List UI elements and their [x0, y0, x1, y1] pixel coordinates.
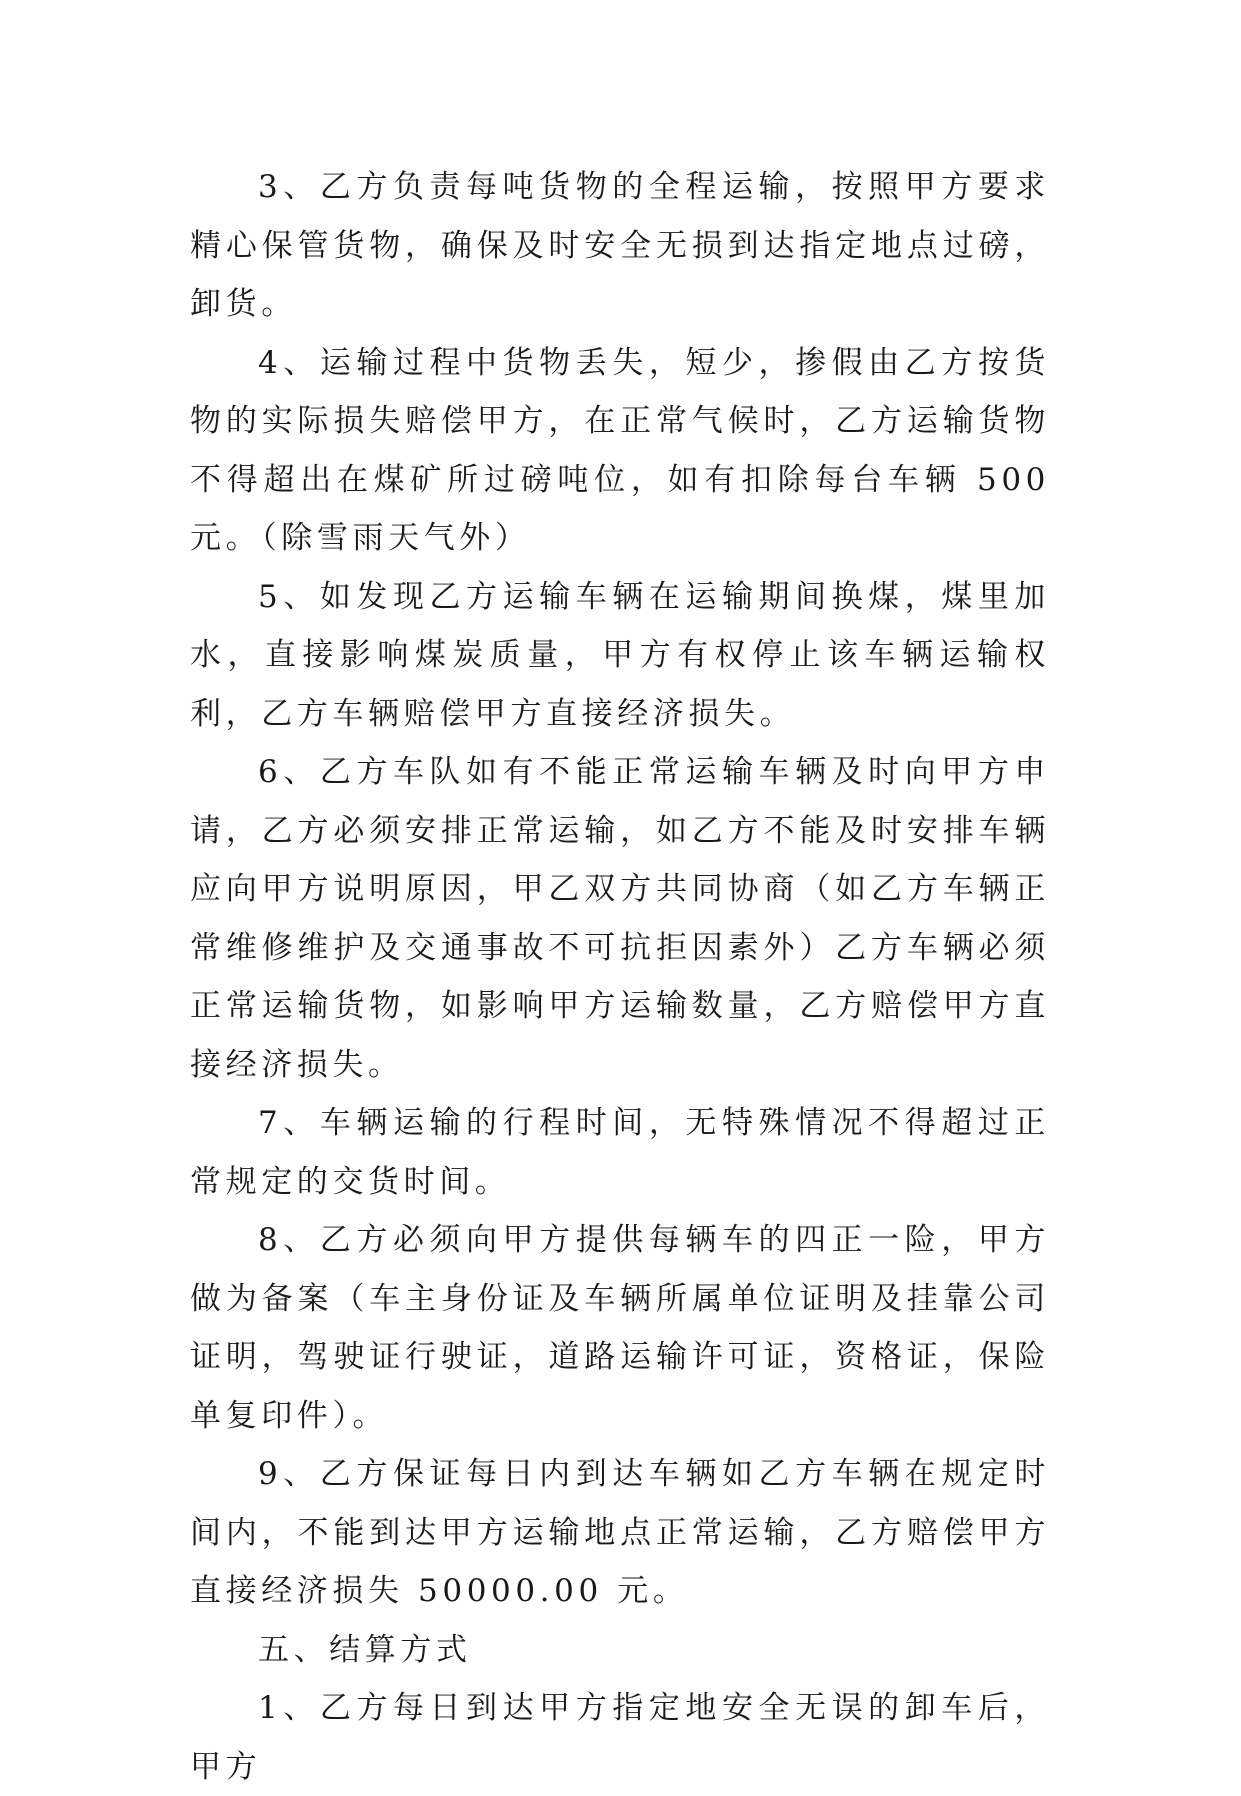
document-body	[190, 158, 1050, 1796]
clause-3-paragraph: 3、乙方负责每吨货物的全程运输，按照甲方要求精心保管货物，确保及时安全无损到达指定地点过磅，卸货。	[190, 169, 1050, 322]
clause-5-paragraph: 5、如发现乙方运输车辆在运输期间换煤，煤里加水，直接影响煤炭质量，甲方有权停止该车辆运输权利，乙方车辆赔偿甲方直接经济损失。	[190, 578, 1050, 732]
section-heading-settlement: 五、结算方式	[258, 1631, 472, 1668]
clause-6-paragraph: 6、乙方车队如有不能正常运输车辆及时向甲方申请，乙方必须安排正常运输，如乙方不能及时安排车辆应向甲方说明原因，甲乙双方共同协商（如乙方车辆正常维修维护及交通事故不可抗拒因素外）乙方车辆必须正常运输货物，如影响甲方运输数量，乙方赔偿甲方直接经济损失。	[190, 754, 1050, 1083]
clause-7-paragraph: 7、车辆运输的行程时间，无特殊情况不得超过正常规定的交货时间。	[190, 1105, 1050, 1200]
clause-8-paragraph: 8、乙方必须向甲方提供每辆车的四正一险，甲方做为备案（车主身份证及车辆所属单位证明及挂靠公司证明，驾驶证行驶证，道路运输许可证，资格证，保险单复印件）。	[190, 1222, 1050, 1434]
clause-9-paragraph: 9、乙方保证每日内到达车辆如乙方车辆在规定时间内，不能到达甲方运输地点正常运输，乙方赔偿甲方直接经济损失 50000.00 元。	[190, 1456, 1050, 1609]
settlement-clause-1-paragraph: 1、乙方每日到达甲方指定地安全无误的卸车后，甲方	[190, 1690, 1050, 1785]
clause-4-paragraph: 4、运输过程中货物丢失，短少，掺假由乙方按货物的实际损失赔偿甲方，在正常气候时，乙方运输货物不得超出在煤矿所过磅吨位，如有扣除每台车辆 500 元。（除雪雨天气外）	[190, 344, 1050, 556]
